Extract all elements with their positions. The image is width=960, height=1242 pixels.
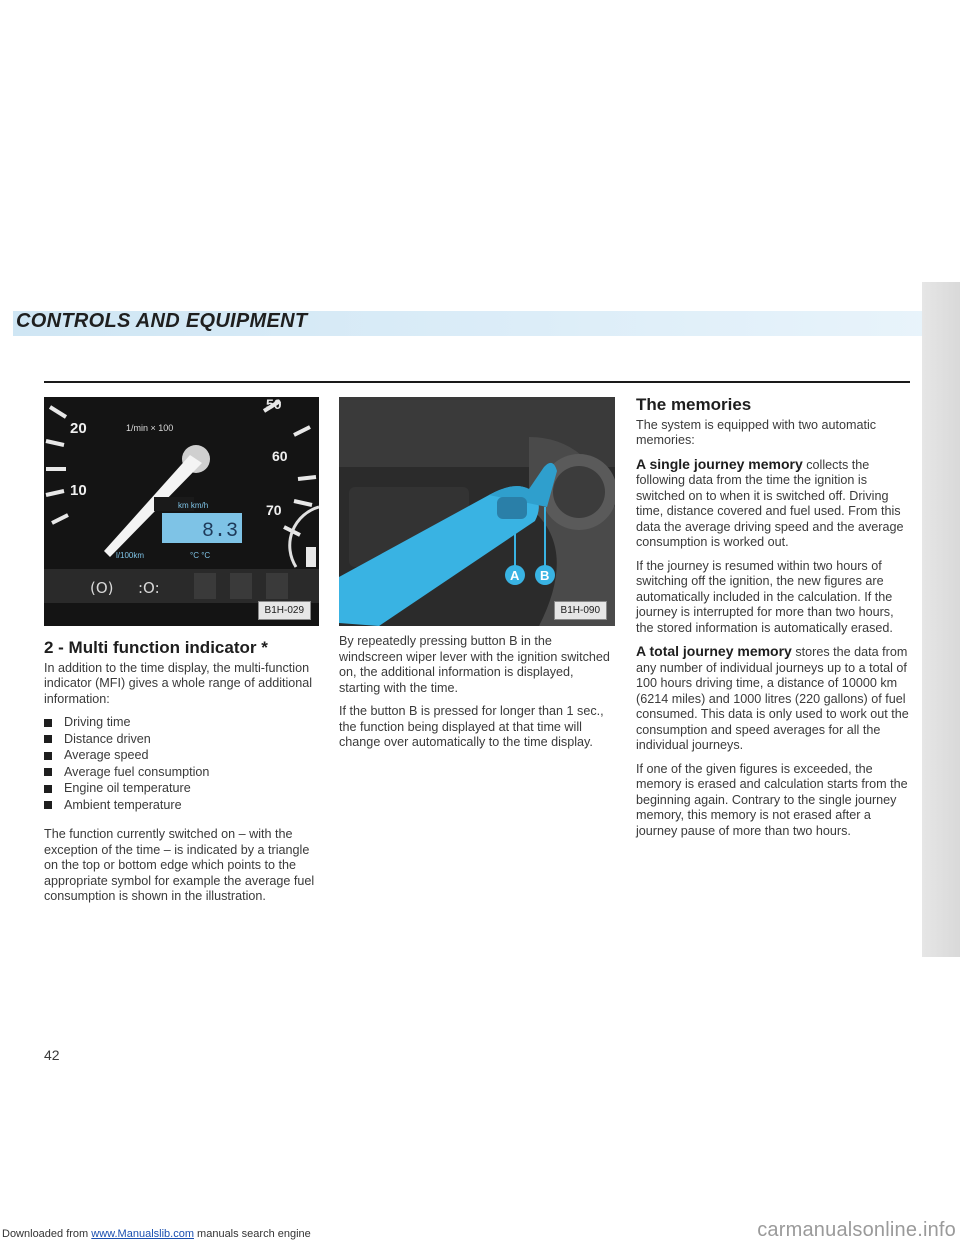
- watermark: carmanualsonline.info: [757, 1219, 956, 1241]
- section-closing: The function currently switched on – with the exception of the time – is indicated by a triangle on the top or bottom edge which points to the appropriate symbol for example the average fuel consumption is shown in the illustration.: [44, 827, 315, 903]
- paragraph: A single journey memory collects the following data from the time the ignition is switched on to when it is switched off. Driving time, distance covered and fuel used. From this data the average driving speed and the average consumption is worked out.: [636, 455, 904, 549]
- list-item: Distance driven: [44, 732, 319, 748]
- list-item: Average fuel consumption: [44, 765, 319, 781]
- instrument-cluster-figure: [44, 397, 319, 626]
- list-item: Ambient temperature: [44, 798, 319, 814]
- paragraph: If the button B is pressed for longer than 1 sec., the function being displayed at that time will change over automatically to the time display.: [339, 704, 604, 749]
- section-intro: In addition to the time display, the multi-function indicator (MFI) gives a whole range of additional information:: [44, 660, 313, 706]
- callout-a: A: [510, 568, 520, 583]
- bullet-icon: [44, 785, 52, 793]
- list-item: Average speed: [44, 748, 319, 764]
- svg-text:l/100km: l/100km: [116, 551, 145, 560]
- bullet-icon: [44, 801, 52, 809]
- banner-title: CONTROLS AND EQUIPMENT: [16, 310, 308, 332]
- svg-text:10: 10: [70, 482, 87, 499]
- header-rule: [44, 381, 910, 383]
- svg-text:60: 60: [272, 448, 288, 464]
- svg-text:50: 50: [266, 397, 282, 412]
- wiper-lever-illustration: [339, 397, 615, 626]
- list-item: Engine oil temperature: [44, 781, 319, 797]
- list-item: Driving time: [44, 715, 319, 731]
- paragraph: A total journey memory stores the data from any number of individual journeys up to a total of 100 hours driving time, a distance of 10000 km (6214 miles) and 1000 litres (220 gallons) of fuel consumed. This data is only used to work out the consumption and speed averages for all the individual journeys.: [636, 643, 909, 752]
- bullet-icon: [44, 719, 52, 727]
- figure-label: B1H-090: [554, 601, 607, 621]
- figure-label: B1H-029: [258, 601, 311, 621]
- svg-text:70: 70: [266, 502, 282, 518]
- column-middle: [339, 397, 615, 759]
- wiper-lever-figure: [339, 397, 615, 626]
- callout-b: B: [540, 568, 550, 583]
- svg-text::O:: :O:: [138, 579, 160, 597]
- manualslib-link[interactable]: www.Manualslib.com: [91, 1228, 194, 1240]
- bullet-icon: [44, 768, 52, 776]
- column-left: [44, 397, 319, 913]
- svg-text:km km/h: km km/h: [178, 501, 209, 510]
- page-number: 42: [44, 1047, 60, 1063]
- bullet-icon: [44, 752, 52, 760]
- paragraph: By repeatedly pressing button B in the windscreen wiper lever with the ignition switched on, the additional information is displayed, starting with the time.: [339, 634, 610, 695]
- paragraph: If the journey is resumed within two hours of switching off the ignition, the new figures are automatically included in the calculation. If the journey is interrupted for more than two hours, the stored information is automatically erased.: [636, 558, 894, 635]
- term-single-journey: A single journey memory: [636, 455, 803, 472]
- section-heading: 2 - Multi function indicator *: [44, 638, 268, 657]
- memories-heading: The memories: [636, 395, 752, 414]
- feature-list: [44, 715, 319, 813]
- column-right: [636, 397, 912, 847]
- instrument-cluster-illustration: [44, 397, 319, 626]
- svg-text:(O): (O): [90, 579, 114, 597]
- term-total-journey: A total journey memory: [636, 643, 792, 659]
- bullet-icon: [44, 735, 52, 743]
- svg-text:8.3: 8.3: [202, 520, 239, 543]
- svg-text:20: 20: [70, 420, 87, 437]
- paragraph: The system is equipped with two automatic memories:: [636, 417, 877, 447]
- svg-text:1/min × 100: 1/min × 100: [126, 423, 174, 433]
- svg-text:°C °C: °C °C: [190, 551, 211, 560]
- paragraph: If one of the given figures is exceeded, the memory is erased and calculation starts from the beginning again. Contrary to the single journey memory, this memory is not erased after a journey pause of more than two hours.: [636, 761, 908, 838]
- page-edge-tab: [922, 282, 960, 957]
- download-footer: Downloaded from www.Manualslib.com manuals search engine: [2, 1228, 311, 1240]
